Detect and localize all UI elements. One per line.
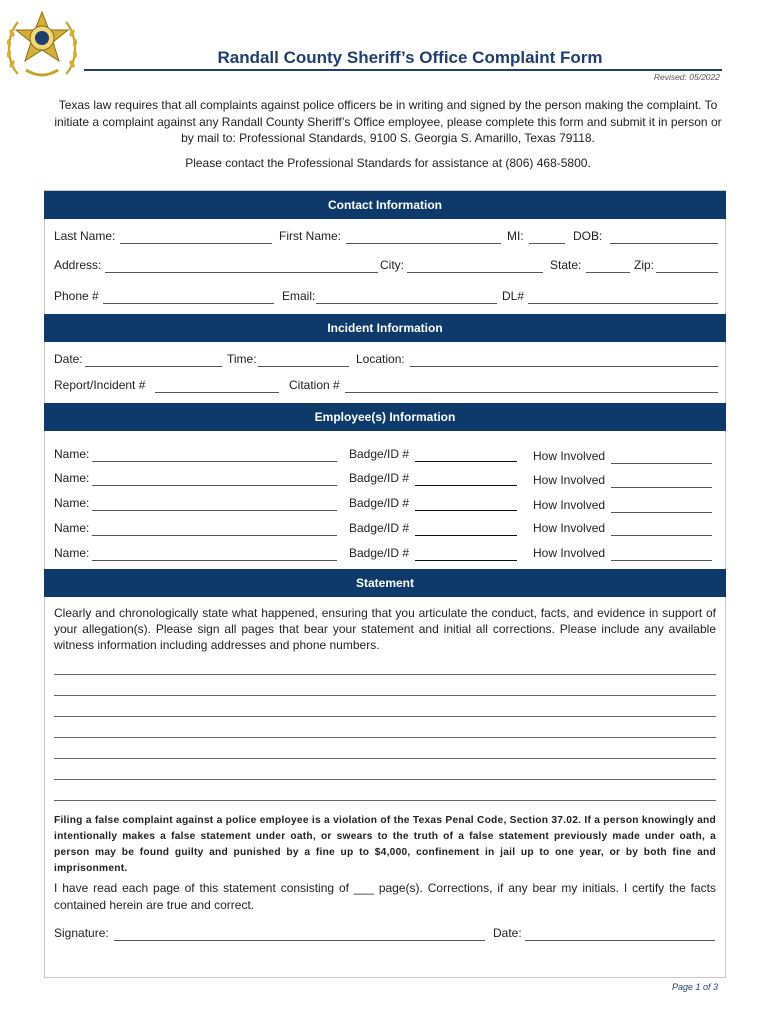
contact-row-3 bbox=[54, 289, 718, 305]
section-header-employee: Employee(s) Information bbox=[44, 403, 726, 431]
report-label: Report/Incident # bbox=[54, 378, 146, 392]
city-field[interactable] bbox=[407, 272, 543, 273]
dob-label: DOB: bbox=[573, 229, 603, 243]
employee-badge-field[interactable] bbox=[415, 535, 517, 536]
address-field[interactable] bbox=[105, 272, 378, 273]
employee-badge-label: Badge/ID # bbox=[349, 496, 410, 510]
employee-row bbox=[54, 471, 718, 487]
employee-how-label: How Involved bbox=[533, 498, 606, 512]
employee-how-label: How Involved bbox=[533, 473, 606, 487]
state-field[interactable] bbox=[586, 272, 630, 273]
employee-name-field[interactable] bbox=[92, 461, 337, 462]
mi-label: MI: bbox=[507, 229, 524, 243]
employee-name-label: Name: bbox=[54, 447, 90, 461]
page-number: Page 1 of 3 bbox=[671, 982, 718, 992]
employee-how-field[interactable] bbox=[611, 535, 712, 536]
statement-writing-line[interactable] bbox=[54, 758, 716, 759]
assistance-contact: Please contact the Professional Standards for assistance at (806) 468-5800. bbox=[185, 156, 591, 170]
dl-field[interactable] bbox=[528, 303, 718, 304]
employee-badge-field[interactable] bbox=[415, 510, 517, 511]
signature-row bbox=[54, 926, 718, 942]
report-field[interactable] bbox=[155, 392, 279, 393]
incident-time-label: Time: bbox=[227, 352, 257, 366]
employee-badge-field[interactable] bbox=[415, 461, 517, 462]
contact-row-1 bbox=[54, 229, 718, 245]
intro-paragraph: Texas law requires that all complaints against police officers be in writing and signed by the person making the complaint. To initiate a complaint against any Randall County Sheriff’s Office employee, please complete this form and submit it in person or by mail to: Professional Standards, 9100 S. Georgia S. Amarillo, Texas 79118. bbox=[54, 98, 722, 145]
section-header-statement: Statement bbox=[44, 569, 726, 597]
employee-how-label: How Involved bbox=[533, 546, 606, 560]
employee-name-field[interactable] bbox=[92, 485, 337, 486]
email-field[interactable] bbox=[316, 303, 497, 304]
title-divider bbox=[84, 69, 722, 71]
employee-how-field[interactable] bbox=[611, 487, 712, 488]
employee-badge-field[interactable] bbox=[415, 485, 517, 486]
employee-name-field[interactable] bbox=[92, 535, 337, 536]
address-label: Address: bbox=[54, 258, 102, 272]
city-label: City: bbox=[380, 258, 404, 272]
signature-date-label: Date: bbox=[493, 926, 522, 940]
employee-how-field[interactable] bbox=[611, 560, 712, 561]
first-name-field[interactable] bbox=[346, 243, 501, 244]
first-name-label: First Name: bbox=[279, 229, 342, 243]
statement-writing-line[interactable] bbox=[54, 779, 716, 780]
signature-date-field[interactable] bbox=[525, 940, 715, 941]
citation-field[interactable] bbox=[345, 392, 718, 393]
section-header-incident: Incident Information bbox=[44, 314, 726, 342]
statement-writing-line[interactable] bbox=[54, 674, 716, 675]
employee-row bbox=[54, 496, 718, 512]
employee-name-label: Name: bbox=[54, 496, 90, 510]
statement-instructions: Clearly and chronologically state what happened, ensuring that you articulate the conduct, facts, and evidence in support of your allegation(s). Please sign all pages that bear your statement and initial all corrections. Please include any available witness information including addresses and phone numbers. bbox=[54, 606, 716, 652]
citation-label: Citation # bbox=[289, 378, 340, 392]
statement-writing-line[interactable] bbox=[54, 716, 716, 717]
employee-badge-field[interactable] bbox=[415, 560, 517, 561]
incident-date-field[interactable] bbox=[85, 366, 222, 367]
incident-row-1 bbox=[54, 352, 718, 368]
dob-field[interactable] bbox=[610, 243, 718, 244]
employee-badge-label: Badge/ID # bbox=[349, 521, 410, 535]
dl-label: DL# bbox=[502, 289, 525, 303]
employee-how-label: How Involved bbox=[533, 521, 606, 535]
last-name-label: Last Name: bbox=[54, 229, 116, 243]
employee-how-field[interactable] bbox=[611, 463, 712, 464]
employee-badge-label: Badge/ID # bbox=[349, 546, 410, 560]
incident-row-2 bbox=[54, 378, 718, 394]
incident-time-field[interactable] bbox=[258, 366, 349, 367]
last-name-field[interactable] bbox=[120, 243, 272, 244]
signature-field[interactable] bbox=[114, 940, 485, 941]
employee-row bbox=[54, 546, 718, 562]
employee-name-field[interactable] bbox=[92, 560, 337, 561]
revised-date: Revised: 05/2022 bbox=[653, 72, 720, 82]
section-header-contact: Contact Information bbox=[44, 191, 726, 219]
phone-field[interactable] bbox=[103, 303, 274, 304]
location-label: Location: bbox=[356, 352, 405, 366]
page-title: Randall County Sheriff’s Office Complaint Form bbox=[217, 48, 603, 67]
email-label: Email: bbox=[282, 289, 316, 303]
signature-label: Signature: bbox=[54, 926, 109, 940]
employee-badge-label: Badge/ID # bbox=[349, 471, 410, 485]
employee-name-label: Name: bbox=[54, 546, 90, 560]
employee-how-field[interactable] bbox=[611, 512, 712, 513]
sheriff-star-badge-icon bbox=[4, 8, 80, 86]
false-complaint-warning: Filing a false complaint against a police employee is a violation of the Texas Penal Code, Section 37.02. If a person knowingly and intentionally makes a false statement under oath, or swears to the truth of a false statement previously made under oath, a person may be found guilty and punished by a fine up to $4,000, confinement in jail up to one year, or by both fine and imprisonment. bbox=[54, 815, 716, 874]
phone-label: Phone # bbox=[54, 289, 99, 303]
employee-name-label: Name: bbox=[54, 521, 90, 535]
zip-field[interactable] bbox=[656, 272, 718, 273]
employee-how-label: How Involved bbox=[533, 449, 606, 463]
statement-writing-line[interactable] bbox=[54, 695, 716, 696]
employee-name-label: Name: bbox=[54, 471, 90, 485]
statement-writing-line[interactable] bbox=[54, 737, 716, 738]
zip-label: Zip: bbox=[634, 258, 655, 272]
state-label: State: bbox=[550, 258, 582, 272]
employee-row bbox=[54, 521, 718, 537]
location-field[interactable] bbox=[410, 366, 718, 367]
contact-row-2 bbox=[54, 258, 718, 274]
certification-statement: I have read each page of this statement consisting of ___ page(s). Corrections, if any bear my initials. I certify the facts contained herein are true and correct. bbox=[54, 881, 716, 912]
statement-writing-line[interactable] bbox=[54, 800, 716, 801]
employee-row bbox=[54, 447, 718, 463]
mi-field[interactable] bbox=[529, 243, 565, 244]
employee-badge-label: Badge/ID # bbox=[349, 447, 410, 461]
incident-date-label: Date: bbox=[54, 352, 83, 366]
employee-name-field[interactable] bbox=[92, 510, 337, 511]
